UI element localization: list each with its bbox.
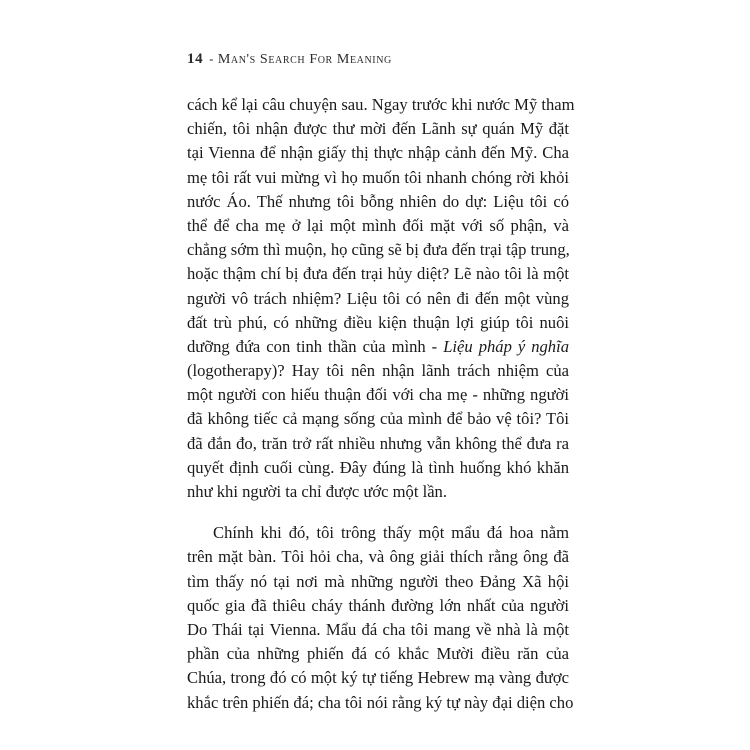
text-line: phần của những phiến đá có khắc Mười điều răn của — [187, 644, 569, 664]
running-header — [187, 51, 392, 68]
text-line: tại Vienna để nhận giấy thị thực nhập cảnh đến Mỹ. Cha — [187, 143, 569, 163]
text-line: một người con hiếu thuận đối với cha mẹ - những người — [187, 385, 569, 405]
italic-term: Liệu pháp ý nghĩa — [443, 336, 570, 356]
text-line: tìm thấy nó tại nơi mà những người theo Đảng Xã hội — [187, 571, 569, 591]
text-line: khắc trên phiến đá; cha tôi nói rằng ký tự này đại diện cho — [187, 692, 574, 712]
paragraph-2 — [187, 521, 574, 715]
text-line: chẳng sớm thì muộn, họ cũng sẽ bị đưa đến trại tập trung, — [187, 240, 570, 260]
text-line: thể để cha mẹ ở lại một mình đối mặt với số phận, và — [187, 215, 569, 235]
text-line: chiến, tôi nhận được thư mời đến Lãnh sự quán Mỹ đặt — [187, 119, 569, 139]
header-separator: - — [209, 51, 214, 66]
text-line: cách kể lại câu chuyện sau. Ngay trước khi nước Mỹ tham — [187, 95, 575, 114]
text-line: (logotherapy)? Hay tôi nên nhận lãnh trách nhiệm của — [187, 361, 569, 381]
text-line: quyết định cuối cùng. Đây đúng là tình huống khó khăn — [187, 457, 569, 477]
text-line-last: như khi người ta chỉ được ước một lần. — [187, 482, 447, 501]
paragraph-gap — [187, 504, 569, 521]
text-line: đã đắn đo, trăn trở rất nhiều nhưng vẫn không thể đưa ra — [187, 433, 569, 453]
text-line-indented: Chính khi đó, tôi trông thấy một mẩu đá hoa nằm — [213, 523, 569, 543]
text-line: trên mặt bàn. Tôi hỏi cha, và ông giải thích rằng ông đã — [187, 547, 569, 567]
text-line: Do Thái tại Vienna. Mẩu đá cha tôi mang về nhà là một — [187, 619, 569, 639]
text-line: người vô trách nhiệm? Liệu tôi có nên đi đến một vùng — [187, 288, 569, 308]
paragraph-1 — [187, 93, 575, 504]
page-body — [187, 93, 575, 715]
text-line: mẹ tôi rất vui mừng vì họ muốn tôi nhanh chóng rời khỏi — [187, 167, 569, 187]
text-line: nước Áo. Thế nhưng tôi bỗng nhiên do dự: Liệu tôi có — [187, 191, 569, 211]
text-line: đã không tiếc cả mạng sống của mình để bảo vệ tôi? Tôi — [187, 409, 569, 429]
text-line: hoặc thậm chí bị đưa đến trại hủy diệt? Lẽ nào tôi là một — [187, 264, 569, 284]
text-line-with-italic — [187, 335, 569, 359]
book-title: Man's Search For Meaning — [217, 52, 392, 67]
text-line: Chúa, trong đó có một ký tự tiếng Hebrew mạ vàng được — [187, 668, 569, 688]
line-prefix: dưỡng đứa con tinh thần của mình - — [187, 336, 444, 356]
page-number: 14 — [187, 51, 204, 67]
text-line: quốc gia đã thiêu cháy thánh đường lớn nhất của người — [187, 595, 569, 615]
text-line: đất trù phú, có những điều kiện thuận lợi giúp tôi nuôi — [187, 312, 569, 332]
